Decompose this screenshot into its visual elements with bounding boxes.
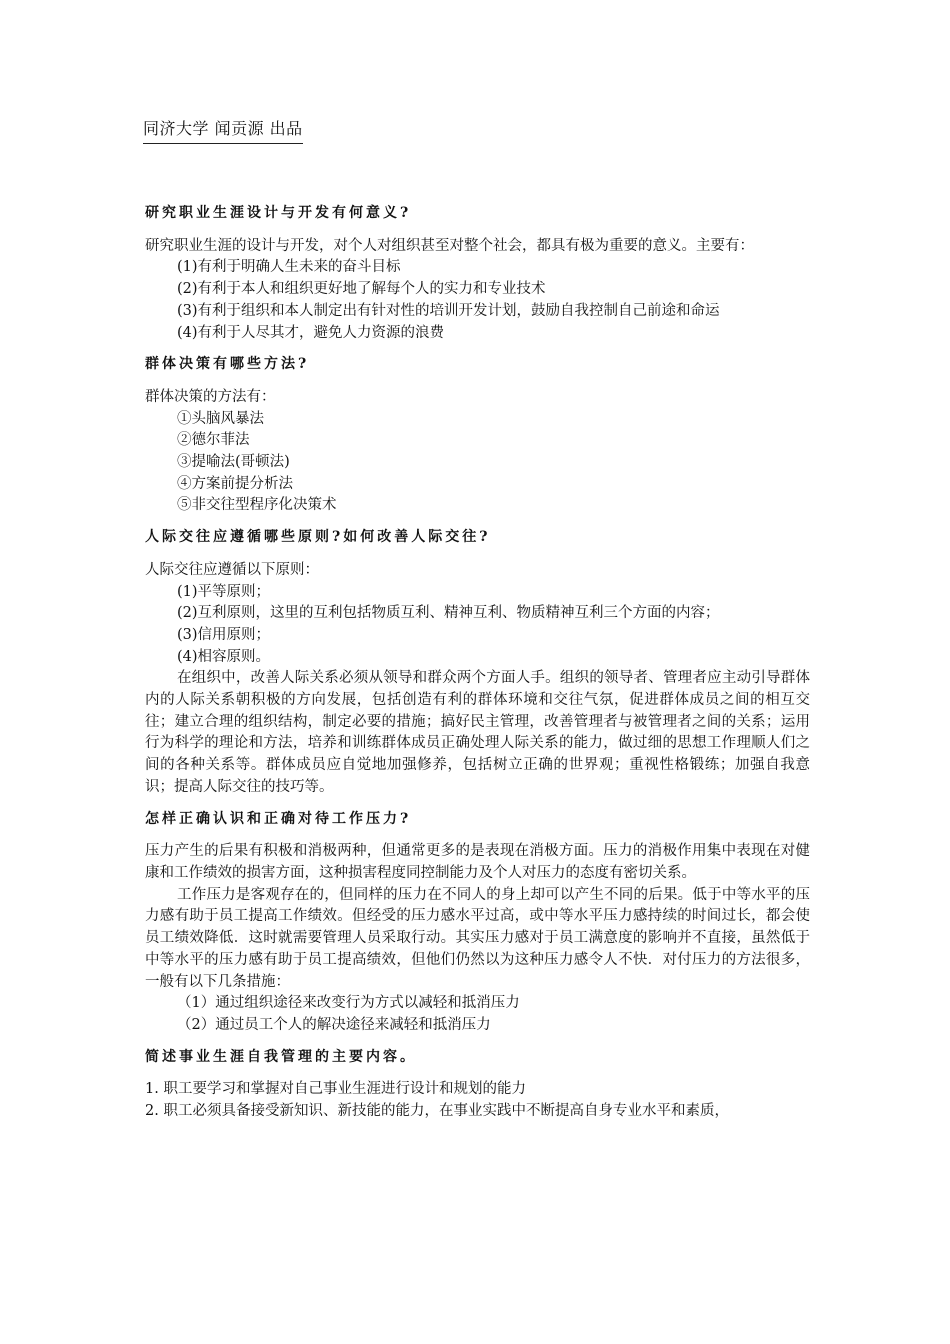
intro-text: 研究职业生涯的设计与开发，对个人对组织甚至对整个社会，都具有极为重要的意义。主要有： [145, 237, 754, 254]
intro-text: 群体决策的方法有： [145, 388, 276, 405]
section-group-decision [145, 354, 810, 517]
list-item: (3)有利于组织和本人制定出有针对性的培训开发计划，鼓励自我控制自己前途和命运 [177, 302, 720, 319]
list-item: (1)有利于明确人生未来的奋斗目标 [177, 259, 401, 276]
list-item: ①头脑风暴法 [177, 410, 264, 427]
list-item: （2）通过员工个人的解决途径来减轻和抵消压力 [177, 1016, 491, 1033]
body-paragraph: 在组织中，改善人际关系必须从领导和群众两个方面人手。组织的领导者、管理者应主动引导群体内的人际关系朝积极的方向发展，包括创造有利的群体环境和交往气氛，促进群体成员之间的相互交往；建立合理的组织结构，制定必要的措施；搞好民主管理，改善管理者与被管理者之间的关系；运用行为科学的理论和方法，培养和训练群体成员正确处理人际关系的能力，做过细的思想工作理顺人们之间的各种关系等。群体成员应自觉地加强修养，包括树立正确的世界观；重视性格锻练；加强自我意识；提高人际交往的技巧等。 [145, 670, 810, 795]
list-item: (3)信用原则； [177, 626, 271, 643]
list-item: (4)有利于人尽其才，避免人力资源的浪费 [177, 324, 445, 341]
question-heading: 人际交往应遵循哪些原则?如何改善人际交往? [145, 529, 491, 546]
question-heading: 群体决策有哪些方法? [145, 356, 310, 373]
list-item: (1)平等原则； [177, 583, 271, 600]
list-item: 1. 职工要学习和掌握对自己事业生涯进行设计和规划的能力 [145, 1081, 526, 1098]
list-item: ⑤非交往型程序化决策术 [177, 497, 337, 514]
list-item: 2. 职工必须具备接受新知识、新技能的能力，在事业实践中不断提高自身专业水平和素质， [145, 1103, 729, 1120]
body-paragraph: 工作压力是客观存在的，但同样的压力在不同人的身上却可以产生不同的后果。低于中等水平的压力感有助于员工提高工作绩效。但经受的压力感水平过高，或中等水平压力感持续的时间过长，都会使员工绩效降低．这时就需要管理人员采取行动。其实压力感对于员工满意度的影响并不直接，虽然低于中等水平的压力感有助于员工提高绩效，但他们仍然以为这种压力感令人不快．对付压力的方法很多，一般有以下几条措施： [145, 886, 810, 990]
list-item: ④方案前提分析法 [177, 475, 293, 492]
list-item: (2)有利于本人和组织更好地了解每个人的实力和专业技术 [177, 281, 546, 298]
intro-text: 压力产生的后果有积极和消极两种，但通常更多的是表现在消极方面。压力的消极作用集中表现在对健康和工作绩效的损害方面，这种损害程度同控制能力及个人对压力的态度有密切关系。 [145, 843, 810, 881]
section-career-self-management [145, 1047, 810, 1123]
section-interpersonal [145, 527, 810, 798]
document-body [145, 203, 810, 1123]
intro-text: 人际交往应遵循以下原则： [145, 561, 319, 578]
question-heading: 怎样正确认识和正确对待工作压力? [145, 810, 412, 827]
list-item: (2)互利原则，这里的互利包括物质互利、精神互利、物质精神互利三个方面的内容； [177, 605, 720, 622]
question-heading: 简述事业生涯自我管理的主要内容。 [145, 1048, 417, 1065]
question-heading: 研究职业生涯设计与开发有何意义? [145, 205, 412, 221]
section-career-design [145, 203, 810, 344]
section-work-pressure [145, 809, 810, 1037]
list-item: ③提喻法(哥顿法) [177, 454, 290, 471]
list-item: （1）通过组织途径来改变行为方式以减轻和抵消压力 [177, 995, 520, 1012]
list-item: ②德尔菲法 [177, 432, 250, 449]
header-credit: 同济大学 闻贡源 出品 [143, 116, 303, 144]
list-item: (4)相容原则。 [177, 648, 271, 665]
